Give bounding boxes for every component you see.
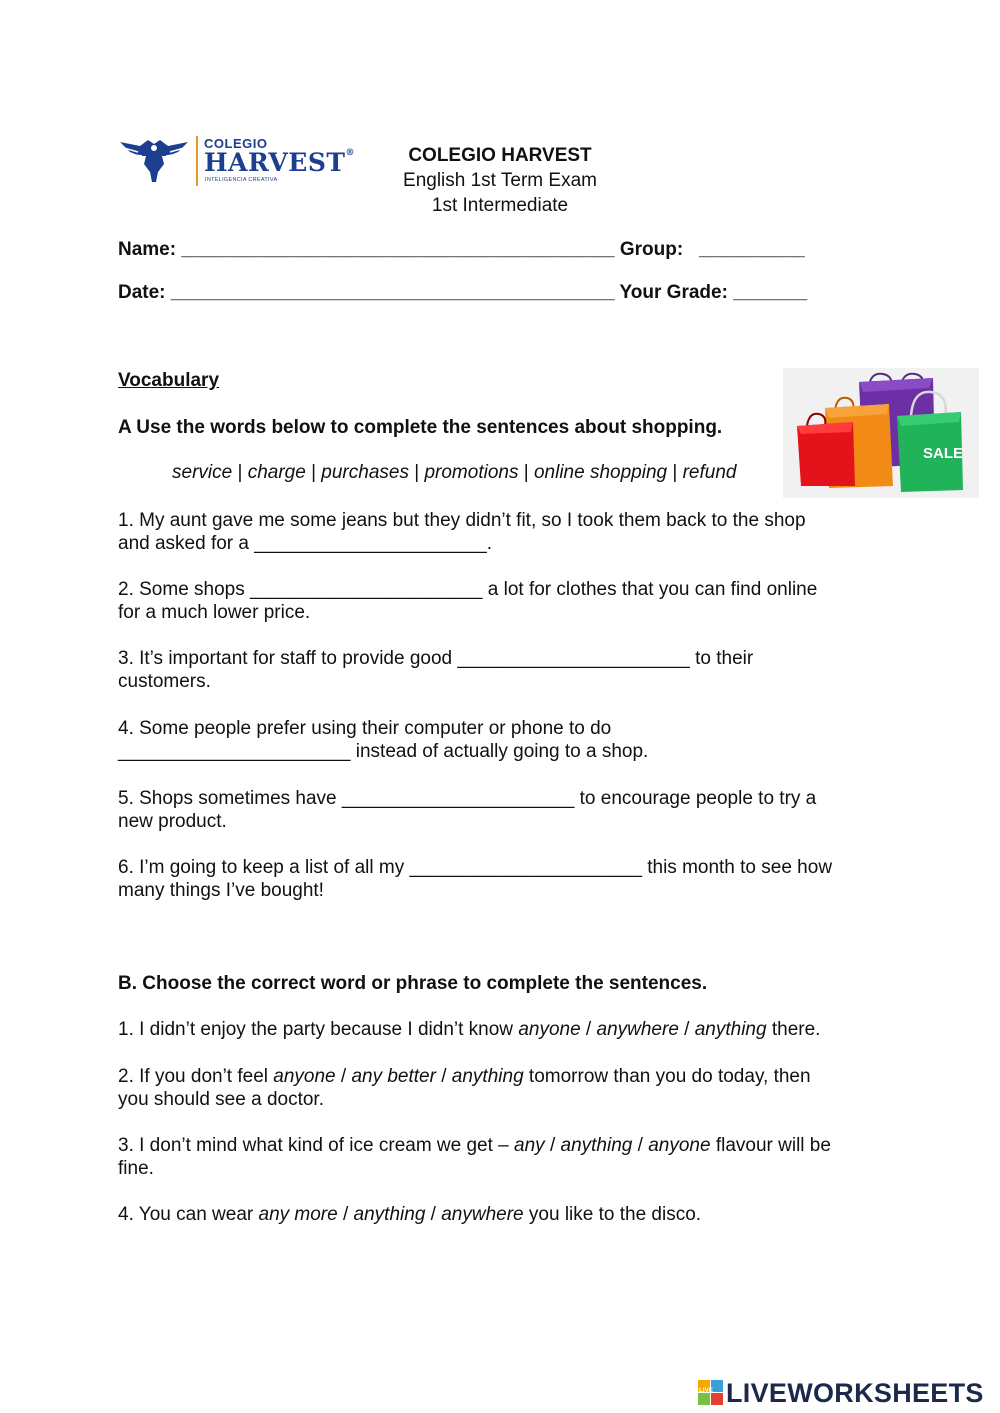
grammar-question-3: 3. I don’t mind what kind of ice cream we get – any / anything / anyone flavour will be fine. [118,1135,831,1179]
logo-divider [196,136,198,186]
vocabulary-title: Vocabulary [118,370,220,391]
option-anywhere[interactable]: anywhere [441,1204,524,1225]
eagle-icon [118,134,190,186]
option-anywhere[interactable]: anywhere [596,1019,679,1040]
option-anything[interactable]: anything [451,1066,524,1087]
option-anything[interactable]: anything [694,1019,767,1040]
word-purchases: purchases [321,462,409,483]
option-anything[interactable]: anything [560,1135,633,1156]
vocab-sentence-4: 4. Some people prefer using their computer or phone to do ______________________ instead of actually going to a shop. [118,718,649,762]
option-any-more[interactable]: any more [258,1204,338,1225]
word-bank: service | charge | purchases | promotions | online shopping | refund [172,462,737,483]
option-anyone[interactable]: anyone [273,1066,336,1087]
grammar-question-4: 4. You can wear any more / anything / anywhere you like to the disco. [118,1204,702,1225]
word-service: service [172,462,233,483]
shopping-bags-icon [783,368,979,498]
vocab-sentence-2: 2. Some shops ______________________ a lot for clothes that you can find online for a much lower price. [118,579,818,623]
word-refund: refund [682,462,737,483]
word-charge: charge [247,462,306,483]
logo-small-text: COLEGIO [204,136,268,151]
option-anyone[interactable]: anyone [648,1135,711,1156]
school-name: COLEGIO HARVEST [408,145,592,166]
liveworksheets-badge-icon [698,1380,724,1408]
name-group-field[interactable]: Name: _________________________________________ Group: __________ [118,239,805,260]
vocab-sentence-6: 6. I’m going to keep a list of all my ______________________ this month to see how many things I’ve bought! [118,857,833,901]
option-any-better[interactable]: any better [351,1066,436,1087]
shopping-bags-image [783,368,979,498]
date-grade-field[interactable]: Date: __________________________________________ Your Grade: _______ [118,282,808,303]
sale-tag: SALE [923,445,964,462]
word-online-shopping: online shopping [533,462,668,483]
vocab-sentence-3: 3. It’s important for staff to provide good ______________________ to their customers. [118,648,754,692]
section-b-instruction: B. Choose the correct word or phrase to complete the sentences. [118,973,708,994]
registered-mark: ® [345,148,356,158]
exam-title: English 1st Term Exam [403,170,597,191]
option-anything[interactable]: anything [353,1204,426,1225]
grammar-question-1: 1. I didn’t enjoy the party because I didn’t know anyone / anywhere / anything there. [118,1019,821,1040]
school-logo [118,134,356,190]
logo-main-text: HARVEST® [204,148,356,177]
word-promotions: promotions [424,462,519,483]
exam-header [340,143,660,218]
exam-level: 1st Intermediate [431,195,569,216]
grammar-question-2: 2. If you don’t feel anyone / any better / anything tomorrow than you do today, then you should see a doctor. [118,1066,811,1110]
vocab-sentence-5: 5. Shops sometimes have ______________________ to encourage people to try a new product. [118,788,817,832]
option-any[interactable]: any [514,1135,545,1156]
liveworksheets-badge: LIVE [699,1388,714,1394]
section-a-instruction: A Use the words below to complete the sentences about shopping. [118,417,723,438]
logo-tagline: INTELIGENCIA CREATIVA [205,177,278,183]
liveworksheets-brand: LIVEWORKSHEETS [726,1378,984,1408]
option-anyone[interactable]: anyone [518,1019,581,1040]
vocab-sentence-1: 1. My aunt gave me some jeans but they didn’t fit, so I took them back to the shop and asked for a ______________________. [118,510,806,554]
